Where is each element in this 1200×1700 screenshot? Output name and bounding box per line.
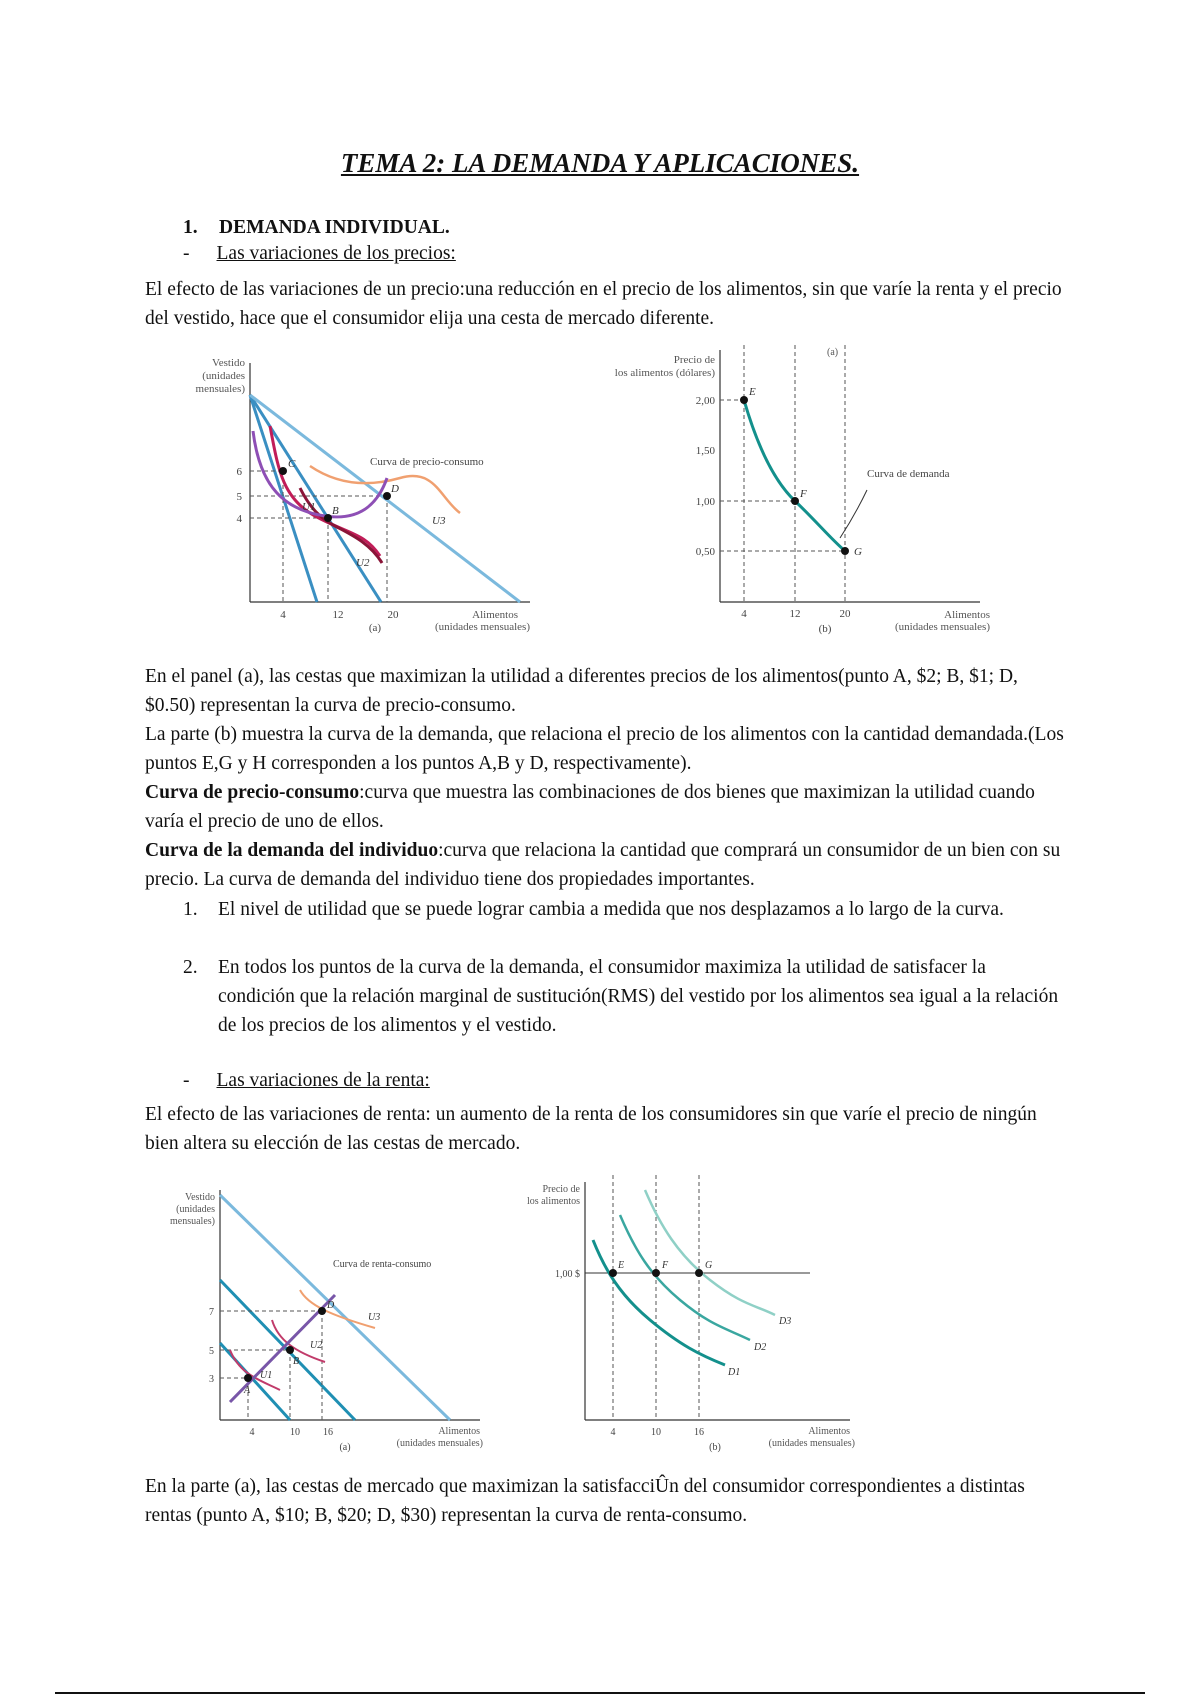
x-tick-10: 10 <box>290 1427 300 1438</box>
price-tick: 1,00 $ <box>555 1269 580 1280</box>
y-axis-title-line3: mensuales) <box>170 1216 215 1227</box>
point-b <box>286 1346 294 1354</box>
x-tick-12: 12 <box>332 609 344 621</box>
page-title: TEMA 2: LA DEMANDA Y APLICACIONES. <box>340 148 860 178</box>
subheading-income <box>183 1070 430 1092</box>
indifference-curve-u1 <box>270 426 380 556</box>
point-e <box>740 396 748 404</box>
definition-text: :curva que relaciona la cantidad que comprará un consumidor de un bien con su precio. La curva de demanda del individuo tiene dos propiedades importantes. <box>145 840 1061 890</box>
y-tick-1-5: 1,50 <box>695 445 715 457</box>
property-number: 1. <box>183 899 198 920</box>
panel-label-b: (b) <box>709 1442 721 1453</box>
definition-term: Curva de precio-consumo <box>145 782 360 803</box>
y-axis-title-line2: (unidades <box>176 1204 215 1215</box>
property-number: 2. <box>183 957 198 978</box>
y-axis-title-line2: (unidades <box>202 370 245 382</box>
label-point-c: C <box>288 458 296 470</box>
y-axis-title-line3: mensuales) <box>195 383 245 395</box>
indifference-curve-u1 <box>230 1350 280 1390</box>
property-text: En todos los puntos de la curva de la demanda, el consumidor maximiza la utilidad de satisfacer la condición que la relación marginal de sustitución(RMS) del vestido por los alimentos sea igual a la relación de los precios de los alimentos y el vestido. <box>218 957 1059 1036</box>
label-point-a: A <box>244 1385 251 1396</box>
point-d <box>318 1307 326 1315</box>
point-a <box>244 1374 252 1382</box>
point-f <box>791 497 799 505</box>
label-point-e: E <box>618 1260 625 1271</box>
section-title: DEMANDA INDIVIDUAL. <box>219 217 450 238</box>
demand-curve-d2 <box>620 1215 750 1340</box>
panel-label-a: (a) <box>339 1442 351 1453</box>
label-u1: U1 <box>260 1370 273 1381</box>
label-point-e: E <box>749 386 756 398</box>
label-point-f: F <box>800 488 807 500</box>
x-axis-title-line1: Alimentos <box>808 1426 850 1437</box>
subheading-prices <box>183 243 456 265</box>
definition-individual-demand <box>145 836 1065 894</box>
paragraph-panel-a: En el panel (a), las cestas que maximizan la utilidad a diferentes precios de los alimentos(punto A, $2; B, $1; D, $0.50) representan la curva de precio-consumo. <box>145 666 1018 716</box>
x-tick-12: 12 <box>789 608 801 620</box>
x-tick-4: 4 <box>249 1427 255 1438</box>
y-tick-6: 6 <box>236 466 242 478</box>
x-tick-4: 4 <box>610 1427 616 1438</box>
point-g <box>841 547 849 555</box>
panel-label-a: (a) <box>368 622 382 634</box>
y-axis-title-line1: Precio de <box>673 354 715 366</box>
property-item-2 <box>183 953 1063 1040</box>
y-axis-title-line2: los alimentos (dólares) <box>614 367 715 379</box>
bullet-dash: - <box>183 243 190 264</box>
figure-demand-curve-panel-b <box>575 340 995 645</box>
x-tick-4: 4 <box>280 609 286 621</box>
y-axis-title-line2: los alimentos <box>526 1196 580 1207</box>
point-d <box>383 492 391 500</box>
y-axis-title-line1: Vestido <box>212 357 245 369</box>
label-point-d: D <box>327 1300 335 1311</box>
budget-line-2 <box>250 395 381 602</box>
figure-price-consumption-panel-a <box>160 348 540 648</box>
x-tick-16: 16 <box>694 1427 704 1438</box>
subheading-income-title: Las variaciones de la renta: <box>216 1070 430 1091</box>
panel-label-b: (b) <box>818 623 832 635</box>
top-label: (a) <box>827 347 839 358</box>
price-consumption-curve-label: Curva de precio-consumo <box>370 456 484 468</box>
label-u2: U2 <box>356 557 370 569</box>
x-tick-16: 16 <box>323 1427 333 1438</box>
section-heading <box>183 217 450 239</box>
demand-curve-pointer <box>840 490 867 538</box>
label-point-f: F <box>662 1260 669 1271</box>
y-tick-7: 7 <box>209 1307 214 1318</box>
y-tick-0-5: 0,50 <box>695 546 715 558</box>
x-axis-title-line1: Alimentos <box>944 609 990 621</box>
paragraph-panel-b: La parte (b) muestra la curva de la demanda, que relaciona el precio de los alimentos con la cantidad demandada.(Los puntos E,G y H corresponden a los puntos A,B y D, respectivamente). <box>145 724 1064 774</box>
x-tick-20: 20 <box>387 609 399 621</box>
paragraph-income-consumption: En la parte (a), las cestas de mercado que maximizan la satisfacciÛn del consumidor correspondientes a distintas rentas (punto A, $10; B, $20; D, $30) representan la curva de renta-consumo. <box>145 1476 1025 1526</box>
budget-line-1 <box>220 1343 290 1420</box>
y-tick-4: 4 <box>236 513 242 525</box>
footer-rule <box>55 1692 1145 1694</box>
y-tick-5: 5 <box>236 491 242 503</box>
point-g <box>695 1269 703 1277</box>
x-axis-title-line1: Alimentos <box>438 1426 480 1437</box>
demand-curve-d3 <box>645 1190 775 1315</box>
label-d2: D2 <box>754 1342 767 1353</box>
y-tick-1: 1,00 <box>695 496 715 508</box>
x-axis-title-line2: (unidades mensuales) <box>768 1438 855 1449</box>
demand-curve-label: Curva de demanda <box>867 468 950 480</box>
budget-line-3 <box>220 1195 450 1420</box>
x-tick-10: 10 <box>651 1427 661 1438</box>
x-axis-title-line2: (unidades mensuales) <box>435 621 530 633</box>
indifference-curve-u2 <box>300 488 382 563</box>
property-item-1 <box>183 895 1063 924</box>
y-tick-3: 3 <box>209 1374 214 1385</box>
x-tick-4: 4 <box>741 608 747 620</box>
label-u2: U2 <box>310 1340 323 1351</box>
point-b <box>324 514 332 522</box>
section-number: 1. <box>183 217 198 238</box>
point-f <box>652 1269 660 1277</box>
label-d1: D1 <box>728 1367 741 1378</box>
income-consumption-curve-label: Curva de renta-consumo <box>333 1259 432 1270</box>
definition-price-consumption <box>145 778 1065 836</box>
label-d3: D3 <box>779 1316 792 1327</box>
label-u3: U3 <box>432 515 446 527</box>
x-tick-20: 20 <box>839 608 851 620</box>
bullet-dash: - <box>183 1070 190 1091</box>
point-e <box>609 1269 617 1277</box>
point-c <box>279 467 287 475</box>
y-axis-title-line1: Vestido <box>185 1192 215 1203</box>
label-u3: U3 <box>368 1312 381 1323</box>
label-point-g: G <box>854 546 862 558</box>
x-axis-title-line2: (unidades mensuales) <box>396 1438 483 1449</box>
x-axis-title-line2: (unidades mensuales) <box>895 621 990 633</box>
figure-demand-shift-panel-b <box>500 1170 870 1460</box>
x-axis-title-line1: Alimentos <box>472 609 518 621</box>
figure-income-consumption-panel-a <box>150 1180 490 1460</box>
y-tick-5: 5 <box>209 1346 214 1357</box>
label-point-g: G <box>705 1260 713 1271</box>
label-point-b: B <box>332 505 339 517</box>
property-text: El nivel de utilidad que se puede lograr cambia a medida que nos desplazamos a lo largo de la curva. <box>218 899 1004 920</box>
subheading-prices-title: Las variaciones de los precios: <box>216 243 456 264</box>
y-axis-title-line1: Precio de <box>542 1184 580 1195</box>
paragraph-income-effect: El efecto de las variaciones de renta: un aumento de la renta de los consumidores sin que varíe el precio de ningún bien altera su elección de las cestas de mercado. <box>145 1104 1037 1154</box>
definition-text: :curva que muestra las combinaciones de dos bienes que maximizan la utilidad cuando varía el precio de uno de ellos. <box>145 782 1035 832</box>
paragraph-price-effect: El efecto de las variaciones de un precio:una reducción en el precio de los alimentos, sin que varíe la renta y el precio del vestido, hace que el consumidor elija una cesta de mercado diferente. <box>145 279 1062 329</box>
label-point-d: D <box>391 483 399 495</box>
label-point-b: B <box>293 1356 300 1367</box>
label-u1: U1 <box>302 501 316 513</box>
definition-term: Curva de la demanda del individuo <box>145 840 439 861</box>
y-tick-2: 2,00 <box>695 395 715 407</box>
